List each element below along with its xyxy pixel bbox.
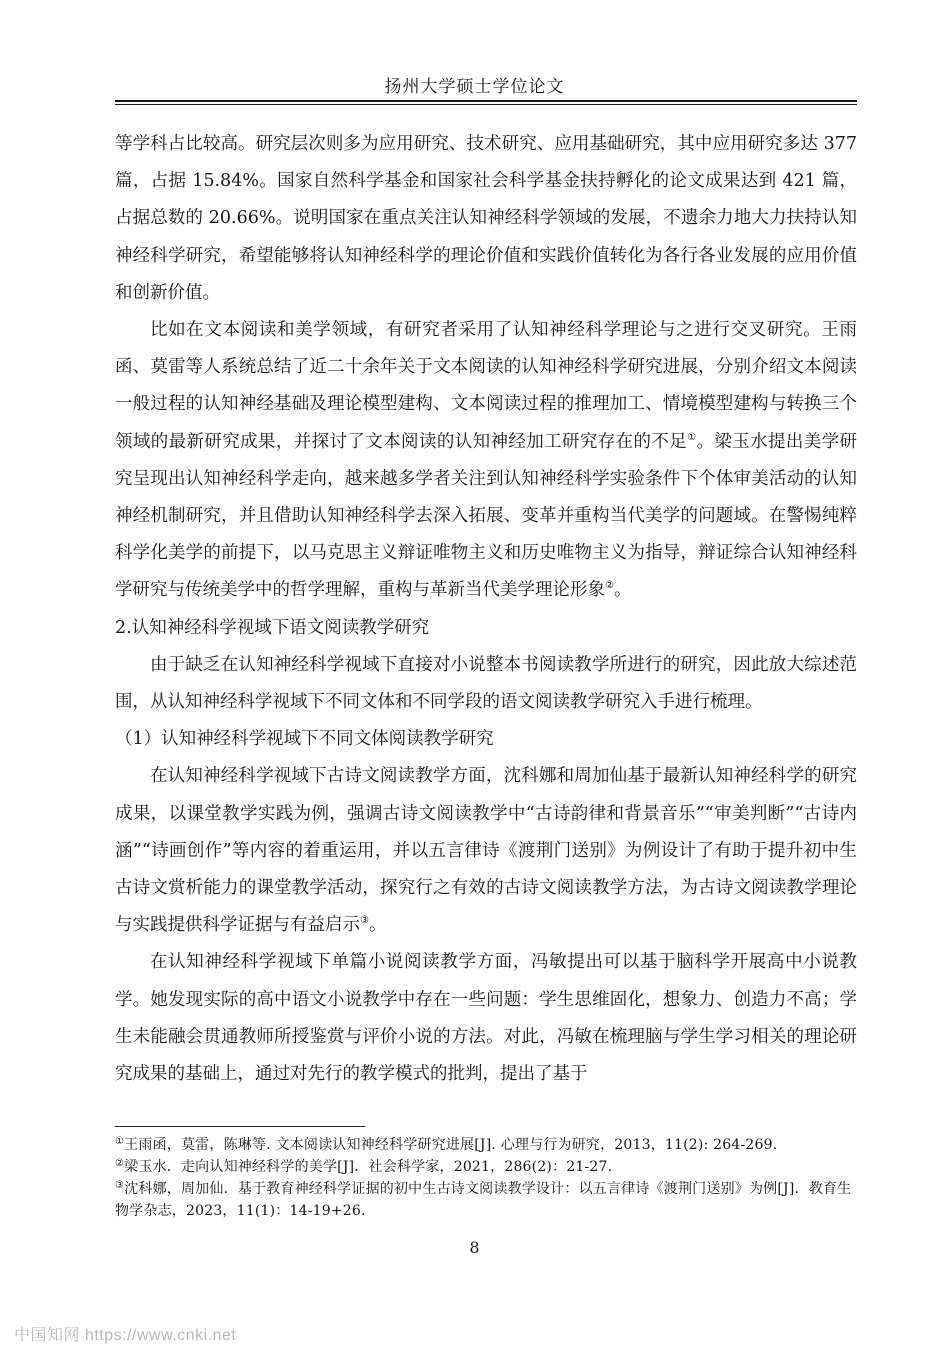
paragraph-continuation: 等学科占比较高。研究层次则多为应用研究、技术研究、应用基础研究，其中应用研究多达 377 篇，占据 15.84%。国家自然科学基金和国家社会科学基金扶持孵化的论文成果达到 421 篇，占据总数的 20.66%。说明国家在重点关注认知神经科学领域的发展，不遗余力地大力扶持认知神经科学研究，希望能够将认知神经科学的理论价值和实践价值转化为各行各业发展的应用价值和创新价值。 <box>115 134 857 303</box>
footnote-text: 王雨函，莫雷，陈琳等. 文本阅读认知神经科学研究进展[J]. 心理与行为研究，2013，11(2): 264-269. <box>124 1137 778 1153</box>
subsection-heading: （1）认知神经科学视域下不同文体阅读教学研究 <box>115 729 494 750</box>
running-header: 扬州大学硕士学位论文 <box>384 77 565 97</box>
footnote-text: 梁玉水．走向认知神经科学的美学[J]．社会科学家，2021，286(2)：21-27. <box>124 1159 613 1175</box>
paragraph-short-story: 在认知神经科学视域下单篇小说阅读教学方面，冯敏提出可以基于脑科学开展高中小说教学。她发现实际的高中语文小说教学中存在一些问题：学生思维固化，想象力、创造力不高；学生未能融会贯通教师所授鉴赏与评价小说的方法。对此，冯敏在梳理脑与学生学习相关的理论研究成果的基础上，通过对先行的教学模式的批判，提出了基于 <box>115 952 857 1085</box>
footnote-mark: ③ <box>115 1180 125 1191</box>
footnote-ref-2: ② <box>605 580 614 592</box>
body-text <box>115 126 857 1093</box>
footnotes <box>115 1134 860 1222</box>
page-number: 8 <box>469 1238 480 1257</box>
footnote-rule <box>115 1126 365 1127</box>
footnote-1 <box>115 1134 860 1156</box>
footnote-3 <box>115 1178 860 1222</box>
paragraph-reading-aesthetics <box>115 312 857 610</box>
paragraph-text: 。 <box>613 580 632 601</box>
paragraph-text: 比如在文本阅读和美学领域，有研究者采用了认知神经科学理论与之进行交叉研究。王雨函、莫雷等人系统总结了近二十余年关于文本阅读的认知神经科学研究进展，分别介绍文本阅读一般过程的认知神经基础及理论模型建构、文本阅读过程的推理加工、情境模型建构与转换三个领域的最新研究成果，并探讨了文本阅读的认知神经加工研究存在的不足 <box>115 320 857 452</box>
footnote-ref-1: ① <box>687 431 697 443</box>
footnote-ref-3: ③ <box>360 915 369 927</box>
header-rule-thin <box>115 104 857 105</box>
section-heading: 2.认知神经科学视域下语文阅读教学研究 <box>115 617 430 638</box>
footnote-text: 沈科娜，周加仙．基于教育神经科学证据的初中生古诗文阅读教学设计：以五言律诗《渡荆门送别》为例[J]．教育生物学杂志，2023，11(1)：14-19+26. <box>115 1181 852 1219</box>
paragraph-scope: 由于缺乏在认知神经科学视域下直接对小说整本书阅读教学所进行的研究，因此放大综述范围，从认知神经科学视域下不同文体和不同学段的语文阅读教学研究入手进行梳理。 <box>115 654 857 713</box>
footnote-mark: ② <box>115 1158 125 1169</box>
footnote-2 <box>115 1156 860 1178</box>
paragraph-text: 。梁玉水提出美学研究呈现出认知神经科学走向，越来越多学者关注到认知神经科学实验条件下个体审美活动的认知神经机制研究，并且借助认知神经科学去深入拓展、变革并重构当代美学的问题域。在警惕纯粹科学化美学的前提下，以马克思主义辩证唯物主义和历史唯物主义为指导，辩证综合认知神经科学研究与传统美学中的哲学理解，重构与革新当代美学理论形象 <box>115 431 857 601</box>
paragraph-ancient-poetry <box>115 758 857 944</box>
paragraph-text: 在认知神经科学视域下古诗文阅读教学方面，沈科娜和周加仙基于最新认知神经科学的研究成果，以课堂教学实践为例，强调古诗文阅读教学中“古诗韵律和背景音乐”“审美判断”“古诗内涵”“诗画创作”等内容的着重运用，并以五言律诗《渡荆门送别》为例设计了有助于提升初中生古诗文赏析能力的课堂教学活动，探究行之有效的古诗文阅读教学方法，为古诗文阅读教学理论与实践提供科学证据与有益启示 <box>115 766 857 936</box>
header-rule <box>115 100 857 102</box>
footnote-mark: ① <box>115 1136 125 1147</box>
paragraph-text: 。 <box>368 915 387 936</box>
watermark-text: 中国知网 https://www.cnki.net <box>14 1327 237 1344</box>
